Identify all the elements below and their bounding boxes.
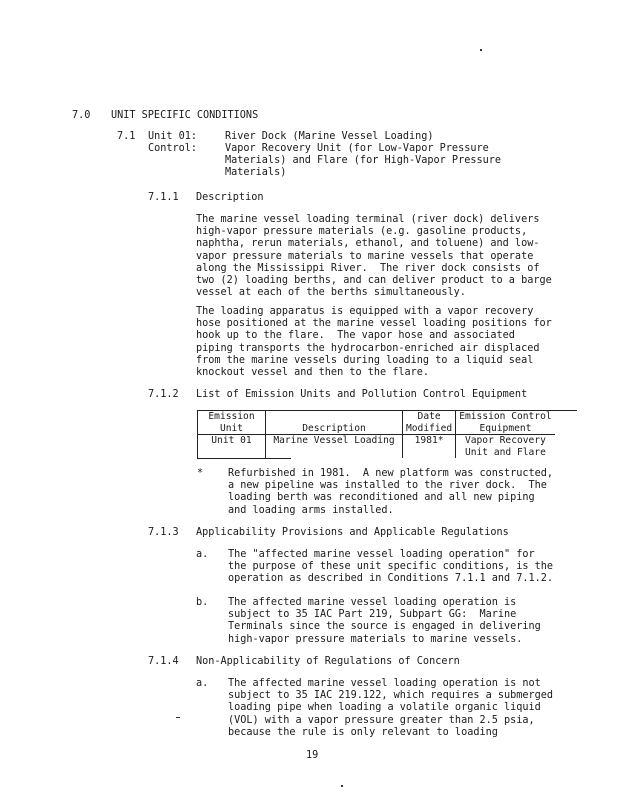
subsection-number: 7.1.4 [148,656,179,667]
header-cell: Emission Control Equipment [456,411,555,435]
subsection-number: 7.1.1 [148,192,179,203]
table-bottom-rule [197,458,291,459]
list-item-label: a. [196,678,209,689]
section-number: 7.0 [72,110,91,121]
scan-speck [176,717,180,718]
subsection-title: Applicability Provisions and Applicable Regulations [196,527,509,538]
table-cell: Marine Vessel Loading [266,435,403,459]
table-cell: Unit 01 [198,435,266,459]
section-title: UNIT SPECIFIC CONDITIONS [111,110,259,121]
unit-label: Unit 01: [148,131,198,142]
control-value: Vapor Recovery Unit (for Low-Vapor Pressure Materials) and Flare (for High-Vapor Pressure Materials) [225,143,502,179]
scan-speck [341,785,343,787]
subsection-number: 7.1 [117,131,136,142]
page-number: 19 [306,750,319,761]
list-item-label: a. [196,549,209,560]
subsection-title: Description [196,192,264,203]
description-paragraph: The loading apparatus is equipped with a vapor recovery hose positioned at the marine vessel loading positions for hook up to the flare. The vapor hose and associated piping transports the hydrocarbon-enriched air displaced from the marine vessels during loading to a liquid seal knockout vessel and then to the flare. [196,306,552,379]
header-cell: Date Modified [403,411,456,435]
table-cell: Vapor Recovery Unit and Flare [464,435,546,458]
control-label: Control: [148,143,198,154]
table-cell: 1981* [403,435,456,459]
description-paragraph: The marine vessel loading terminal (river dock) delivers high-vapor pressure materials (e.g. gasoline products, naphtha, rerun materials, ethanol, and toluene) and low- vapor pressure materials to marine vessels that operate along the Mississippi River. The river dock consists of two (2) loading berths, and can deliver product to a barge vessel at each of the berths simultaneously. [196,214,552,299]
table-footnote: Refurbished in 1981. A new platform was constructed, a new pipeline was installed to the river dock. The loading berth was reconditioned and all new piping and loading arms installed. [228,468,554,516]
emission-units-table [197,411,555,458]
subsection-title: Non-Applicability of Regulations of Concern [196,656,460,667]
header-cell: Description [266,411,403,435]
header-cell: Emission Unit [198,411,266,435]
scan-speck [480,49,482,51]
list-item-text: The "affected marine vessel loading operation" for the purpose of these unit specific conditions, is the operation as described in Conditions 7.1.1 and 7.1.2. [228,549,554,585]
list-item-text: The affected marine vessel loading operation is not subject to 35 IAC 219.122, which requires a submerged loading pipe when loading a volatile organic liquid (VOL) with a vapor pressure greater than 2.5 psia, because the rule is only relevant to loading [228,678,554,738]
subsection-title: List of Emission Units and Pollution Control Equipment [196,389,528,400]
subsection-number: 7.1.3 [148,527,179,538]
footnote-marker: * [197,468,204,479]
table-row [198,435,555,459]
unit-value: River Dock (Marine Vessel Loading) [225,131,434,142]
list-item-text: The affected marine vessel loading operation is subject to 35 IAC Part 219, Subpart GG: Marine Terminals since the source is engaged in delivering high-vapor pressure materials to marine vessels. [228,597,541,645]
list-item-label: b. [196,597,209,608]
subsection-number: 7.1.2 [148,389,179,400]
table-header-row [198,411,555,435]
